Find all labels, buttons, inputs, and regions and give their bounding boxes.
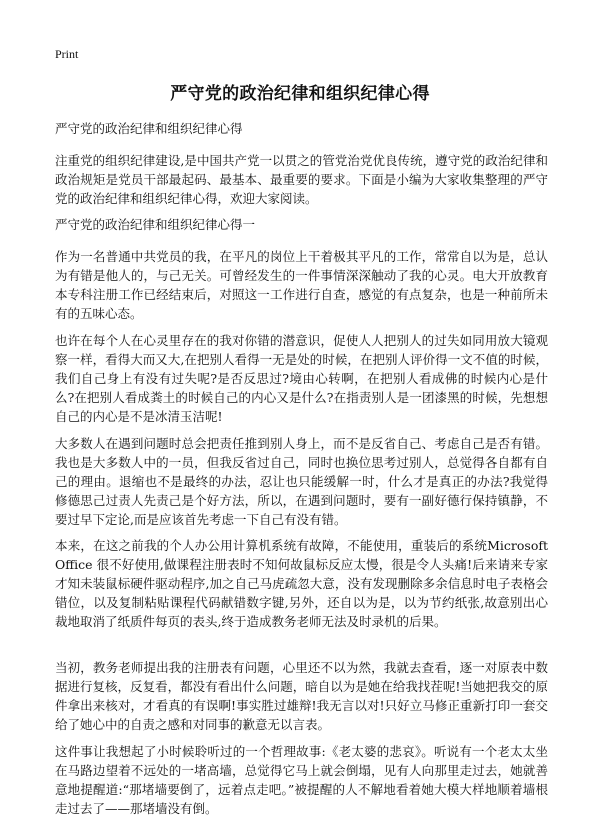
- section-heading: 严守党的政治纪律和组织纪律心得一: [55, 217, 256, 232]
- body-paragraph-6: 这件事让我想起了小时候聆听过的一个哲理故事:《老太婆的悲哀》。听说有一个老太太坐在马路边望着不远处的一堵高墙，总觉得它马上就会倒塌，见有人向那里走过去，她就善意地提醒道:“那堵墙要倒了，远着点走吧。”被提醒的人不解地看着她大模大样地顺着墙根走过去了——那堵墙没有倒。: [55, 744, 548, 816]
- document-subtitle: 严守党的政治纪律和组织纪律心得: [55, 121, 243, 136]
- body-paragraph-3: 大多数人在遇到问题时总会把责任推到别人身上，而不是反省自己、考虑自己是否有错。我也是大多数人中的一员，但我反省过自己，同时也换位思考过别人，总觉得各自都有自己的理由。退缩也不是最终的办法，忍让也只能缓解一时，什么才是真正的办法?我觉得修德思己过责人先责己是个好方法，所以，在遇到问题时，要有一副好德行保持镇静，不要过早下定论,而是应该首先考虑一下自己有没有错。: [55, 436, 548, 527]
- body-paragraph-5: 当初，教务老师提出我的注册表有问题，心里还不以为然，我就去查看，逐一对原表中数据进行复核，反复看，都没有看出什么问题，暗自以为是她在给我找茬呢!当她把我交的原件拿出来核对，才看真的有误啊!事实胜过雄辩!我无言以对!只好立马修正重新打印一套交给了她心中的自责之感和对同事的歉意无以言表。: [55, 660, 548, 732]
- body-paragraph-4: 本来，在这之前我的个人办公用计算机系统有故障，不能使用，重装后的系统Microsoft Office 很不好使用,做课程注册表时不知何故鼠标反应太慢，很是令人头痛!后来请来专家才知未装鼠标硬件驱动程序,加之自己马虎疏忽大意，没有发现删除多余信息时电子表格会错位，以及复制粘贴课程代码献错数字键,另外，还自以为是，以为节约纸张,故意别出心裁地取消了纸质件每页的表头,终于造成教务老师无法及时录机的后果。: [55, 538, 548, 629]
- body-paragraph-1: 作为一名普通中共党员的我，在平凡的岗位上干着极其平凡的工作，常常自以为是，总认为有错是他人的，与己无关。可曾经发生的一件事情深深触动了我的心灵。电大开放教育本专科注册工作已经结束后，对照这一工作进行自查，感觉的有点复杂，也是一种前所未有的五味心态。: [55, 249, 548, 321]
- intro-paragraph: 注重党的组织纪律建设,是中国共产党一以贯之的管党治党优良传统，遵守党的政治纪律和政治规矩是党员干部最起码、最基本、最重要的要求。下面是小编为大家收集整理的严守党的政治纪律和组织纪律心得，欢迎大家阅读。: [55, 153, 548, 206]
- body-paragraph-2: 也许在每个人在心灵里存在的我对你错的潜意识，促使人人把别人的过失如同用放大镜观察一样，看得大而又大,在把别人看得一无是处的时候，在把别人评价得一文不值的时候，我们自己身上有没有过失呢?是否反思过?境由心转啊，在把别人看成佛的时候内心是什么?在把别人看成粪土的时候自己的内心又是什么?在指责别人是一团漆黑的时候，先想想自己的内心是不是冰清玉洁呢!: [55, 333, 548, 424]
- print-link[interactable]: Print: [55, 47, 79, 61]
- page-title: 严守党的政治纪律和组织纪律心得: [170, 84, 430, 104]
